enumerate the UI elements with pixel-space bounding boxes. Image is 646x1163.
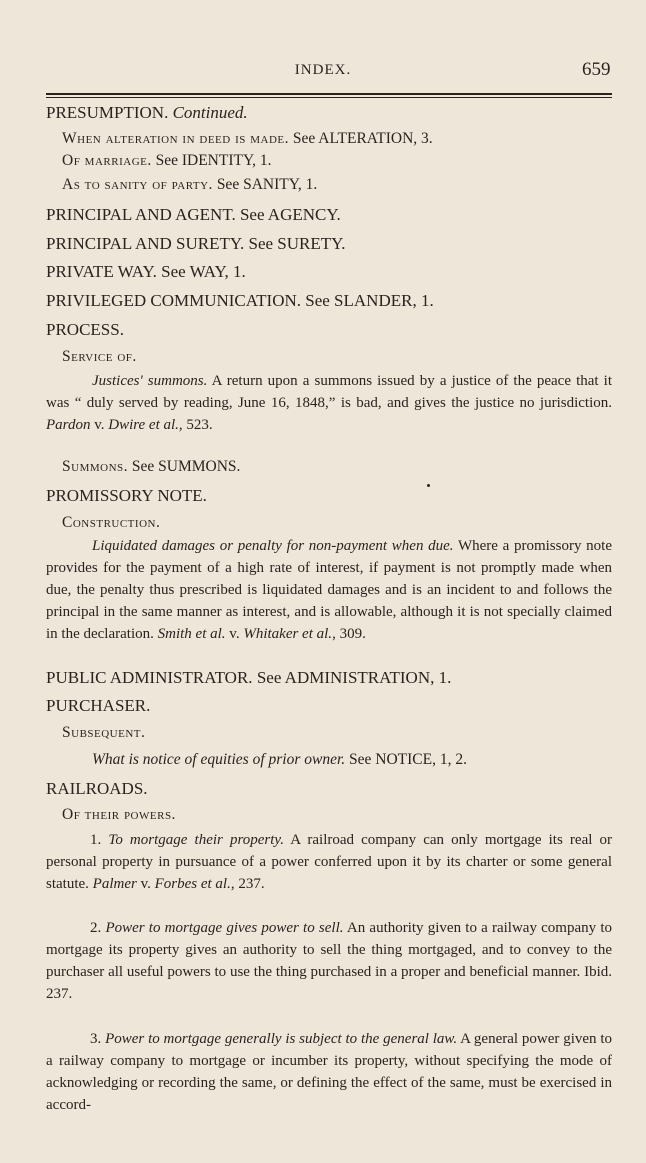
note-paragraph	[46, 535, 612, 645]
cross-ref: See NOTICE, 1, 2.	[349, 751, 467, 768]
para-text: A return upon a summons issued by a justice of the peace that it was “ duly served by reading, June 16, 1848,” is bad, and gives the justice no jurisdiction.	[46, 373, 612, 411]
purchaser-notice-line	[92, 751, 467, 769]
sub-marriage	[62, 152, 272, 170]
page-number: 659	[582, 59, 611, 80]
case-name-a: Palmer	[92, 876, 137, 892]
para-number: 2.	[90, 920, 106, 936]
sub-head: Summons.	[62, 458, 129, 475]
entry-presumption	[46, 103, 248, 123]
sub-summons	[62, 458, 240, 476]
sub-sanity	[62, 176, 317, 194]
entry-private-way	[46, 262, 246, 282]
para-italic: Power to mortgage generally is subject to the general law.	[105, 1031, 458, 1047]
entry-public-administrator	[46, 668, 451, 688]
cross-ref: See SLANDER, 1.	[305, 291, 434, 310]
case-v: v.	[136, 876, 155, 892]
entry-promissory-note: PROMISSORY NOTE.	[46, 486, 207, 505]
entry-head: PUBLIC ADMINISTRATOR.	[46, 668, 253, 687]
case-page: , 523.	[178, 417, 213, 433]
para-number: 1.	[90, 832, 109, 848]
notice-italic: What is notice of equities of prior owner.	[92, 751, 346, 768]
para-italic: Justices' summons.	[92, 373, 208, 389]
case-name-b: Whitaker et al.	[243, 626, 333, 642]
sub-powers: Of their powers.	[62, 806, 176, 823]
cross-ref: See SANITY, 1.	[216, 176, 318, 193]
case-v: v.	[90, 417, 109, 433]
header-rule-thin	[46, 97, 612, 98]
para-italic: Liquidated damages or penalty for non-payment when due.	[92, 538, 454, 554]
sub-head: As to sanity of party.	[62, 176, 213, 193]
cross-ref: See ALTERATION, 3.	[292, 130, 433, 147]
entry-process: PROCESS.	[46, 320, 124, 339]
cross-ref: See WAY, 1.	[161, 262, 246, 281]
process-paragraph	[46, 370, 612, 436]
sub-head: Of marriage.	[62, 152, 152, 169]
cross-ref: See SURETY.	[248, 234, 346, 253]
running-header-title: INDEX.	[294, 62, 352, 78]
case-page: , 237.	[230, 876, 265, 892]
cross-ref: See AGENCY.	[239, 205, 341, 224]
entry-head: PRINCIPAL AND AGENT.	[46, 205, 236, 224]
para-number: 3.	[90, 1031, 106, 1047]
entry-purchaser: PURCHASER.	[46, 696, 151, 715]
case-name-b: Dwire et al.	[108, 417, 179, 433]
header-rule	[46, 93, 612, 95]
para-text: A general power given to a railway company to mortgage or incumber its property, without specifying the mode of acknowledging or recording the same, or defining the effect of the same, must be exercised in accord-	[46, 1031, 613, 1113]
sub-alteration	[62, 130, 433, 148]
entry-head: PRINCIPAL AND SURETY.	[46, 234, 245, 253]
cross-ref: See ADMINISTRATION, 1.	[256, 668, 452, 687]
entry-principal-surety	[46, 234, 345, 254]
sub-subsequent: Subsequent.	[62, 724, 146, 741]
sub-head: When alteration in deed is made.	[62, 130, 290, 147]
case-name-a: Pardon	[46, 417, 91, 433]
para-italic: Power to mortgage gives power to sell.	[105, 920, 344, 936]
sub-construction: Construction.	[62, 514, 161, 531]
entry-privileged	[46, 291, 434, 311]
entry-railroads: RAILROADS.	[46, 779, 148, 798]
para-italic: To mortgage their property.	[108, 832, 284, 848]
sub-service: Service of.	[62, 348, 137, 365]
cross-ref: See IDENTITY, 1.	[155, 152, 272, 169]
case-v: v.	[225, 626, 244, 642]
case-page: , 309.	[332, 626, 366, 642]
entry-principal-agent	[46, 205, 341, 225]
case-name-b: Forbes et al.	[154, 876, 231, 892]
railroads-paragraph-1	[46, 829, 612, 895]
entry-head: PRESUMPTION.	[46, 103, 169, 122]
railroads-paragraph-3	[46, 1028, 612, 1116]
case-name-a: Smith et al.	[157, 626, 226, 642]
entry-head: PRIVILEGED COMMUNICATION.	[46, 291, 301, 310]
continued-label: Continued.	[172, 103, 248, 122]
ink-speck	[427, 484, 430, 487]
para-text: An authority given to a railway company to mortgage its property gives an authority to sell the thing mortgaged, and to convey to the purchaser all useful powers to use the thing purchased in a proper and beneficial manner. Ibid. 237.	[46, 920, 612, 1002]
cross-ref: See SUMMONS.	[131, 458, 241, 475]
railroads-paragraph-2	[46, 917, 612, 1005]
para-text: A railroad company can only mortgage its real or personal property in pursuance of a power conferred upon it by its charter or some general statute.	[46, 832, 612, 892]
para-text: Where a promissory note provides for the payment of a high rate of interest, if payment is not promptly made when due, the penalty thus prescribed is liquidated damages and is an incident to and follows the principal in the same manner as interest, and is allowable, although it is not specially claimed in the declaration.	[46, 538, 612, 642]
entry-head: PRIVATE WAY.	[46, 262, 157, 281]
